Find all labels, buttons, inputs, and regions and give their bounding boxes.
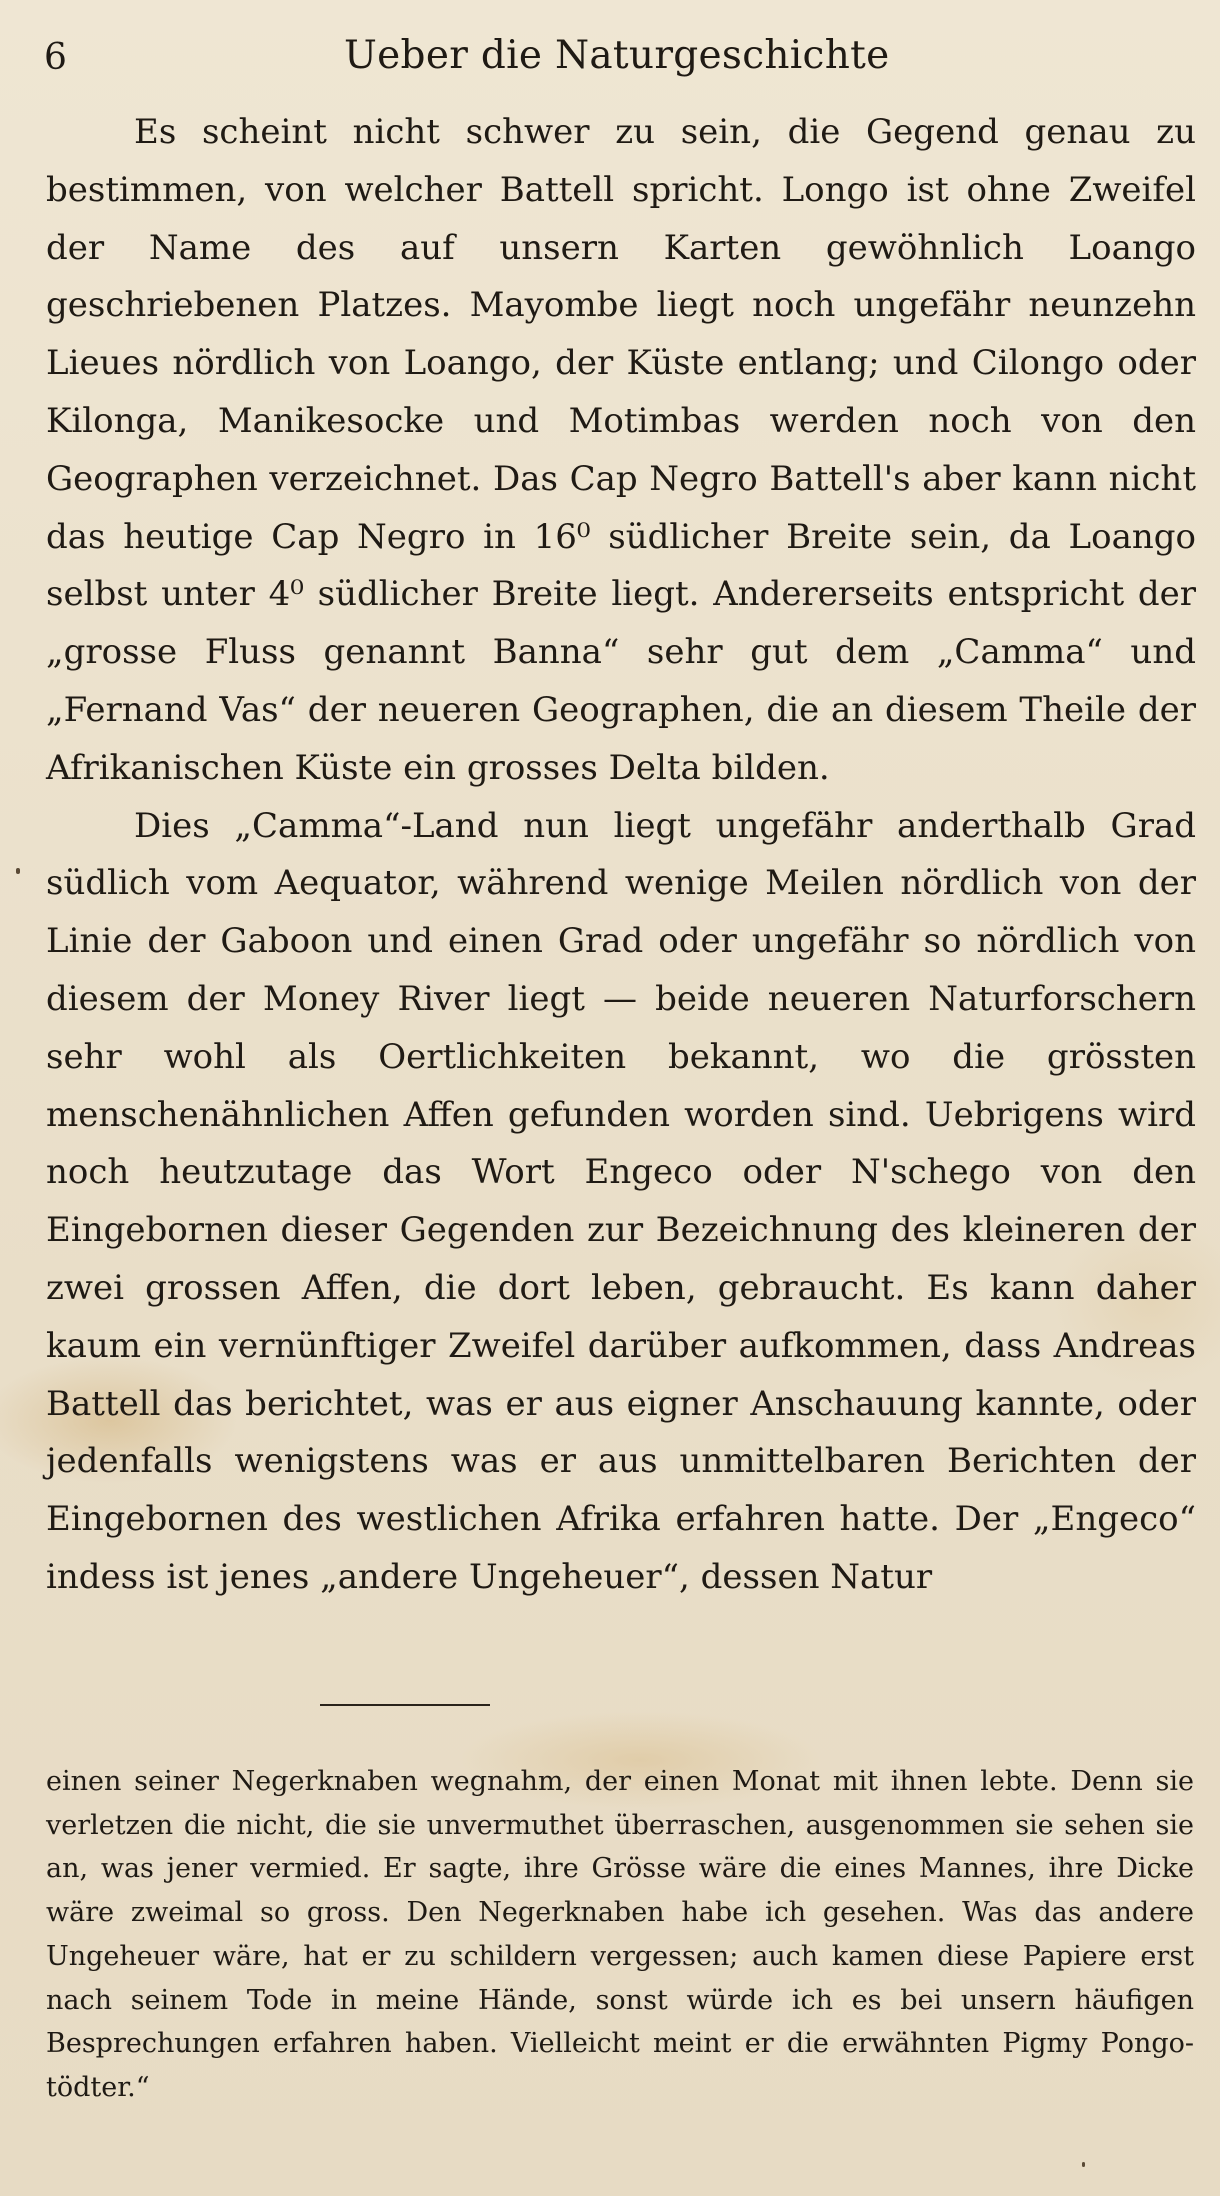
running-title: Ueber die Naturgeschichte — [344, 33, 890, 78]
running-head — [44, 26, 1194, 86]
footnote-divider — [320, 1704, 490, 1706]
body-paragraph: Dies „Camma“-Land nun liegt ungefähr anderthalb Grad südlich vom Aequator, während wenige Meilen nördlich von der Linie der Gaboon und einen Grad oder ungefähr so nördlich von diesem der Money River liegt — beide neueren Naturforschern sehr wohl als Oertlichkeiten bekannt, wo die grössten menschenähnlichen Affen gefunden worden sind. Uebrigens wird noch heutzutage das Wort Engeco oder N'schego von den Eingebornen dieser Gegenden zur Bezeichnung des kleineren der zwei grossen Affen, die dort leben, gebraucht. Es kann daher kaum ein vernünftiger Zweifel darüber aufkommen, dass Andreas Battell das berichtet, was er aus eigner Anschauung kannte, oder jedenfalls wenigstens was er aus unmittelbaren Berichten der Eingebornen des westlichen Afrika erfahren hatte. Der „Engeco“ indess ist jenes „andere Ungeheuer“, dessen Natur — [46, 805, 1196, 1597]
ink-speck — [1082, 2162, 1085, 2167]
body-text — [46, 104, 1196, 1607]
ink-speck — [16, 868, 20, 874]
page-number: 6 — [44, 37, 67, 78]
footnote-paragraph: einen seiner Negerknaben wegnahm, der einen Monat mit ihnen lebte. Denn sie verletzen die nicht, die sie unvermuthet überraschen, ausgenommen sie sehen sie an, was jener vermied. Er sagte, ihre Grösse wäre die eines Mannes, ihre Dicke wäre zweimal so gross. Den Negerknaben habe ich gesehen. Was das andere Ungeheuer wäre, hat er zu schildern vergessen; auch kamen diese Papiere erst nach seinem Tode in meine Hände, sonst würde ich es bei unsern häufigen Besprechungen erfahren haben. Vielleicht meint er die erwähnten Pigmy Pongo-tödter.“ — [46, 1766, 1194, 2103]
body-paragraph: Es scheint nicht schwer zu sein, die Gegend genau zu bestimmen, von welcher Battell spricht. Longo ist ohne Zweifel der Name des auf unsern Karten gewöhnlich Loango geschriebenen Platzes. Mayombe liegt noch ungefähr neunzehn Lieues nördlich von Loango, der Küste entlang; und Cilongo oder Kilonga, Manikesocke und Motimbas werden noch von den Geographen verzeichnet. Das Cap Negro Battell's aber kann nicht das heutige Cap Negro in 16⁰ südlicher Breite sein, da Loango selbst unter 4⁰ südlicher Breite liegt. Andererseits entspricht der „grosse Fluss genannt Banna“ sehr gut dem „Camma“ und „Fernand Vas“ der neueren Geographen, die an diesem Theile der Afrikanischen Küste ein grosses Delta bilden. — [46, 112, 1196, 788]
footnote — [46, 1760, 1194, 2110]
